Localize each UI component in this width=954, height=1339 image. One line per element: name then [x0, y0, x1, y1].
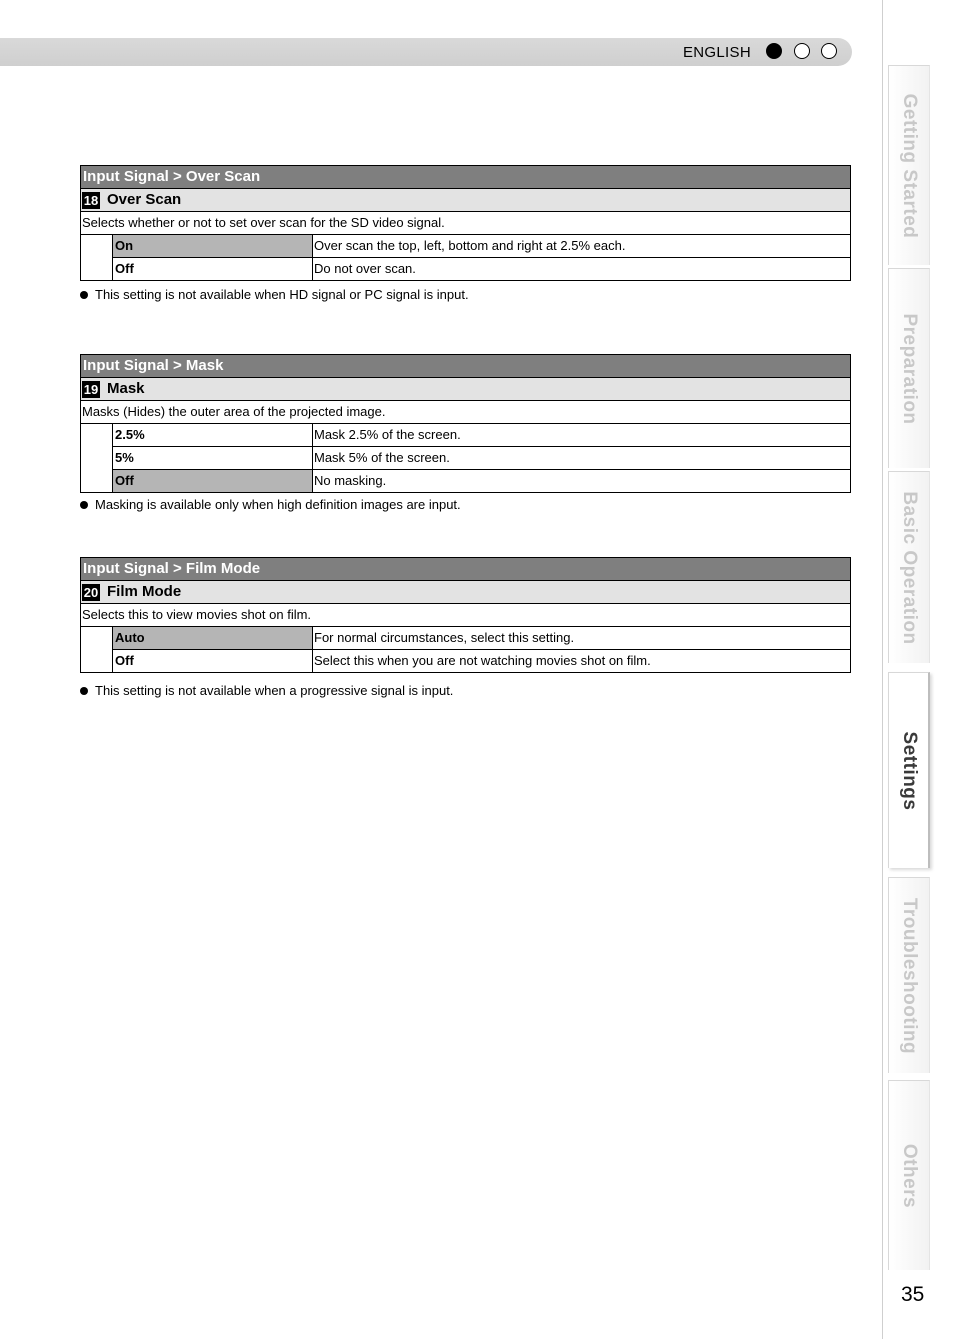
option-row	[113, 235, 850, 257]
tab-others[interactable]	[888, 1080, 930, 1270]
note-text: This setting is not available when HD signal or PC signal is input.	[95, 287, 469, 302]
options-indent	[81, 627, 113, 672]
option-row	[113, 649, 850, 672]
option-description: No masking.	[314, 473, 387, 488]
item-number-badge: 20	[83, 584, 99, 600]
tab-label: Preparation	[899, 312, 920, 425]
note-film-mode	[80, 683, 453, 698]
note-text: Masking is available only when high definition images are input.	[95, 497, 461, 512]
note-text: This setting is not available when a progressive signal is input.	[95, 683, 454, 698]
note-mask	[80, 497, 461, 512]
option-name: Off	[113, 258, 313, 280]
option-description: Select this when you are not watching movies shot on film.	[314, 653, 651, 668]
page-indicator-dot-2	[794, 43, 810, 59]
option-description: Mask 5% of the screen.	[314, 450, 450, 465]
tab-label: Settings	[898, 731, 920, 810]
item-name: Film Mode	[107, 583, 182, 600]
page-indicator-dot-3	[821, 43, 837, 59]
section-mask	[80, 354, 851, 493]
tab-label: Others	[899, 1143, 920, 1208]
option-name: On	[113, 235, 313, 257]
tab-label: Troubleshooting	[899, 897, 920, 1054]
section-item	[80, 377, 851, 400]
option-name: Off	[113, 650, 313, 672]
section-over-scan	[80, 165, 851, 281]
tab-label: Basic Operation	[899, 490, 920, 645]
section-title: Input Signal > Film Mode	[80, 557, 851, 580]
section-description: Masks (Hides) the outer area of the projected image.	[80, 400, 851, 423]
tab-settings[interactable]	[888, 672, 930, 868]
section-item	[80, 188, 851, 211]
option-description: For normal circumstances, select this setting.	[314, 630, 575, 645]
options-table	[80, 234, 851, 281]
tab-basic-operation[interactable]	[888, 471, 930, 663]
options-indent	[81, 235, 113, 280]
page-indicator-dot-1	[766, 43, 782, 59]
option-row	[113, 627, 850, 649]
section-description: Selects whether or not to set over scan for the SD video signal.	[80, 211, 851, 234]
tab-preparation[interactable]	[888, 268, 930, 468]
page-number: 35	[901, 1283, 925, 1306]
option-name: 5%	[113, 447, 313, 469]
option-name: Off	[113, 470, 313, 492]
option-name: 2.5%	[113, 424, 313, 446]
options-indent	[81, 424, 113, 492]
tab-getting-started[interactable]	[888, 65, 930, 265]
bullet-icon	[80, 501, 88, 509]
item-number-badge: 18	[83, 192, 99, 208]
bullet-icon	[80, 291, 88, 299]
section-description: Selects this to view movies shot on film.	[80, 603, 851, 626]
item-number-badge: 19	[83, 381, 99, 397]
bullet-icon	[80, 687, 88, 695]
section-film-mode	[80, 557, 851, 673]
option-description: Mask 2.5% of the screen.	[314, 427, 461, 442]
option-description: Do not over scan.	[314, 261, 416, 276]
language-label: ENGLISH	[683, 44, 751, 61]
item-name: Mask	[107, 380, 145, 397]
item-name: Over Scan	[107, 191, 182, 208]
tab-label: Getting Started	[899, 93, 920, 238]
option-row	[113, 257, 850, 280]
section-item	[80, 580, 851, 603]
option-row	[113, 469, 850, 492]
option-row	[113, 424, 850, 446]
section-title: Input Signal > Mask	[80, 354, 851, 377]
tab-troubleshooting[interactable]	[888, 877, 930, 1073]
option-description: Over scan the top, left, bottom and right at 2.5% each.	[314, 238, 626, 253]
note-over-scan	[80, 287, 469, 302]
options-table	[80, 423, 851, 493]
options-table	[80, 626, 851, 673]
section-title: Input Signal > Over Scan	[80, 165, 851, 188]
option-name: Auto	[113, 627, 313, 649]
option-row	[113, 446, 850, 469]
side-divider	[882, 0, 883, 1339]
